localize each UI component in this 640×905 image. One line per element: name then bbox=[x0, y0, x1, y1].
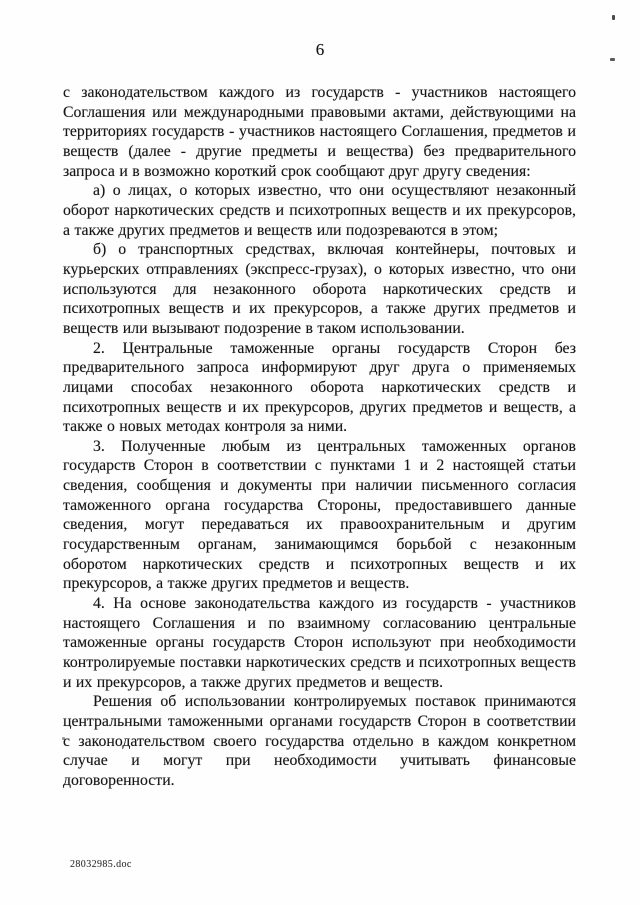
paragraph-clause-2: 2. Центральные таможенные органы государств Сторон без предварительного запроса информируют друг друга о применяемых лицами способах незаконного оборота наркотических средств и психотропных веществ и их прекурсоров, других предметов и веществ, а также о новых методах контроля за ними. bbox=[63, 339, 576, 436]
paragraph-clause-3: 3. Полученные любым из центральных таможенных органов государств Сторон в соответствии с пунктами 1 и 2 настоящей статьи сведения, сообщения и документы при наличии письменного согласия таможенного органа государства Стороны, предоставившего данные сведения, могут передаваться их правоохранительным и другим государственным органам, занимающимся борьбой с незаконным оборотом наркотических средств и психотропных веществ и их прекурсоров, а также других предметов и веществ. bbox=[63, 437, 576, 593]
paragraph-decisions: Решения об использовании контролируемых поставок принимаются центральными таможенными органами государств Сторон в соответствии с законодательством своего государства отдельно в каждом конкретном случае и могут при необходимости учитывать финансовые договоренности. bbox=[63, 693, 576, 789]
paragraph-item-a: а) о лицах, о которых известно, что они осуществляют незаконный оборот наркотических средств и психотропных веществ и их прекурсоров, а также других предметов и веществ или подозреваются в этом; bbox=[63, 182, 576, 239]
paragraph-item-b: б) о транспортных средствах, включая контейнеры, почтовых и курьерских отправлениях (экспресс-грузах), о которых известно, что они используются для незаконного оборота наркотических средств и психотропных веществ и их прекурсоров, а также других предметов и веществ или вызывают подозрение в таком использовании. bbox=[63, 241, 576, 337]
scan-artifact-right bbox=[610, 58, 615, 61]
scan-artifact-top-right bbox=[612, 15, 615, 20]
paragraph-clause-4: 4. На основе законодательства каждого из государств - участников настоящего Соглашения и по взаимному согласованию центральные таможенные органы государств Сторон используют при необходимости контролируемые поставки наркотических средств и психотропных веществ и их прекурсоров, а также других предметов и веществ. bbox=[63, 595, 576, 691]
page-number: 6 bbox=[315, 40, 325, 59]
document-body bbox=[63, 83, 576, 791]
paragraph-continuation: с законодательством каждого из государств - участников настоящего Соглашения или международными правовыми актами, действующими на территориях государств - участников настоящего Соглашения, предметов и веществ (далее - другие предметы и вещества) без предварительного запроса и в возможно короткий срок сообщают друг другу сведения: bbox=[63, 84, 576, 180]
footer-filename: 28032985.doc bbox=[70, 859, 132, 870]
